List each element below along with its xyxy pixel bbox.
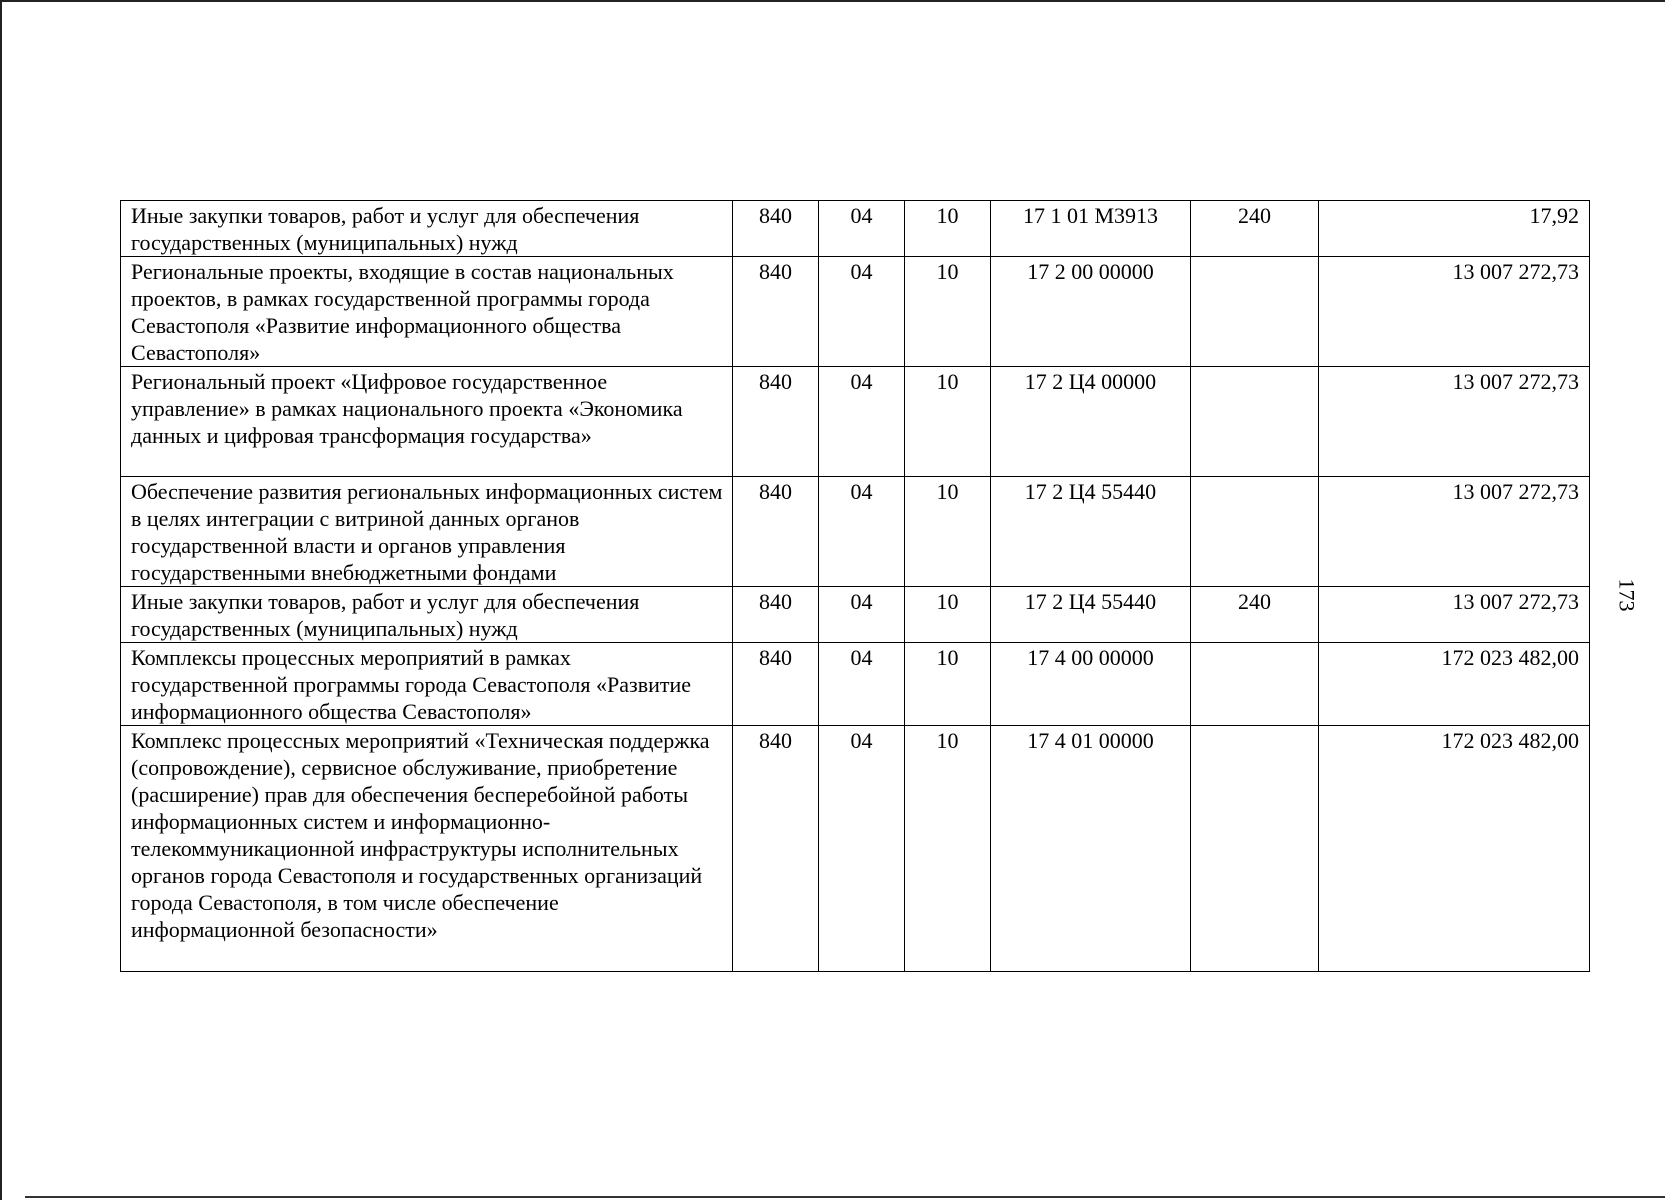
section-code: 04 — [819, 257, 905, 367]
section-code: 04 — [819, 726, 905, 972]
expense-type — [1191, 643, 1319, 726]
target-article: 17 2 Ц4 55440 — [991, 587, 1191, 643]
section-code: 04 — [819, 587, 905, 643]
amount: 172 023 482,00 — [1319, 726, 1590, 972]
subsection-code: 10 — [905, 587, 991, 643]
row-name: Обеспечение развития региональных информационных систем в целях интеграции с витриной данных органов государственной власти и органов управления государственными внебюджетными фондами — [121, 477, 733, 587]
row-name: Иные закупки товаров, работ и услуг для обеспечения государственных (муниципальных) нужд — [121, 201, 733, 257]
amount: 13 007 272,73 — [1319, 367, 1590, 477]
amount: 17,92 — [1319, 201, 1590, 257]
section-code: 04 — [819, 367, 905, 477]
subsection-code: 10 — [905, 201, 991, 257]
row-name: Комплексы процессных мероприятий в рамках государственной программы города Севастополя «Развитие информационного общества Севастополя» — [121, 643, 733, 726]
table-row — [121, 257, 1590, 367]
subsection-code: 10 — [905, 643, 991, 726]
expense-type — [1191, 726, 1319, 972]
page-number: 173 — [1614, 578, 1640, 612]
expense-type: 240 — [1191, 587, 1319, 643]
ministry-code: 840 — [733, 726, 819, 972]
section-code: 04 — [819, 201, 905, 257]
table-row — [121, 643, 1590, 726]
table-row — [121, 587, 1590, 643]
ministry-code: 840 — [733, 367, 819, 477]
subsection-code: 10 — [905, 477, 991, 587]
ministry-code: 840 — [733, 201, 819, 257]
ministry-code: 840 — [733, 587, 819, 643]
ministry-code: 840 — [733, 257, 819, 367]
expense-type — [1191, 367, 1319, 477]
table-row — [121, 201, 1590, 257]
subsection-code: 10 — [905, 367, 991, 477]
amount: 13 007 272,73 — [1319, 257, 1590, 367]
amount: 172 023 482,00 — [1319, 643, 1590, 726]
section-code: 04 — [819, 477, 905, 587]
row-name: Региональные проекты, входящие в состав национальных проектов, в рамках государственной программы города Севастополя «Развитие информационного общества Севастополя» — [121, 257, 733, 367]
target-article: 17 4 00 00000 — [991, 643, 1191, 726]
subsection-code: 10 — [905, 257, 991, 367]
expense-type — [1191, 257, 1319, 367]
expense-type — [1191, 477, 1319, 587]
section-code: 04 — [819, 643, 905, 726]
budget-table — [120, 200, 1590, 972]
ministry-code: 840 — [733, 643, 819, 726]
target-article: 17 1 01 M3913 — [991, 201, 1191, 257]
amount: 13 007 272,73 — [1319, 477, 1590, 587]
subsection-code: 10 — [905, 726, 991, 972]
ministry-code: 840 — [733, 477, 819, 587]
table-row — [121, 726, 1590, 972]
row-name: Иные закупки товаров, работ и услуг для обеспечения государственных (муниципальных) нужд — [121, 587, 733, 643]
target-article: 17 2 Ц4 00000 — [991, 367, 1191, 477]
scan-edge-bottom — [25, 1196, 1665, 1198]
scan-edge-left — [0, 0, 2, 1200]
row-name: Региональный проект «Цифровое государственное управление» в рамках национального проекта «Экономика данных и цифровая трансформация государства» — [121, 367, 733, 477]
scan-edge-top — [0, 0, 1665, 2]
target-article: 17 2 Ц4 55440 — [991, 477, 1191, 587]
target-article: 17 4 01 00000 — [991, 726, 1191, 972]
expense-type: 240 — [1191, 201, 1319, 257]
table-row — [121, 367, 1590, 477]
row-name: Комплекс процессных мероприятий «Техническая поддержка (сопровождение), сервисное обслуживание, приобретение (расширение) прав для обеспечения бесперебойной работы информационных систем и информационно-телекоммуникационной инфраструктуры исполнительных органов города Севастополя и государственных организаций города Севастополя, в том числе обеспечение информационной безопасности» — [121, 726, 733, 972]
table-row — [121, 477, 1590, 587]
target-article: 17 2 00 00000 — [991, 257, 1191, 367]
amount: 13 007 272,73 — [1319, 587, 1590, 643]
